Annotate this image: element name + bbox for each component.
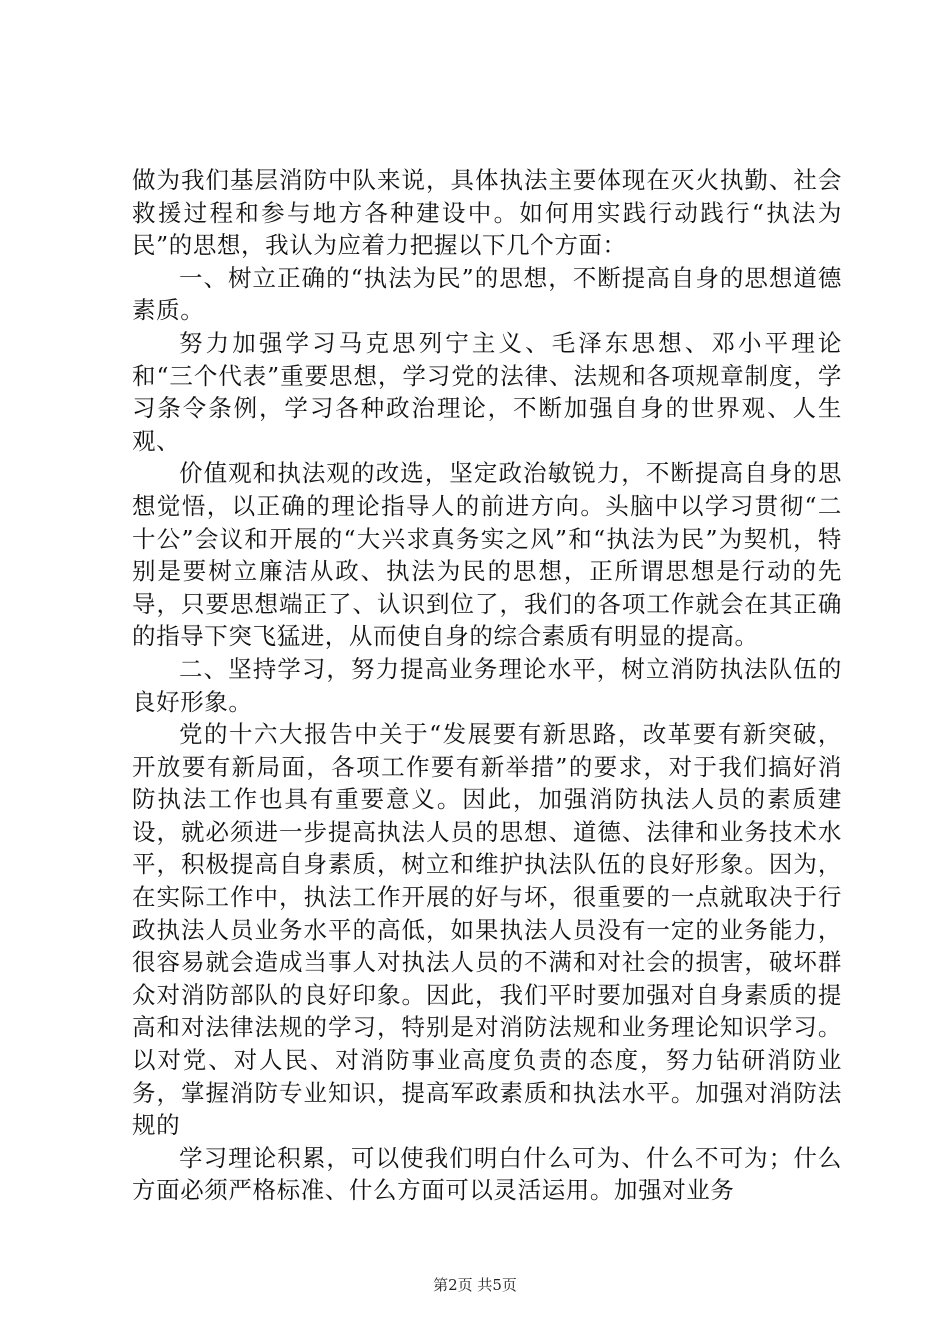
paragraph: 学习理论积累，可以使我们明白什么可为、什么不可为；什么方面必须严格标准、什么方面可以灵活运用。加强对业务 (132, 1143, 842, 1205)
document-body (132, 164, 842, 1207)
paragraph: 努力加强学习马克思列宁主义、毛泽东思想、邓小平理论和“三个代表”重要思想，学习党的法律、法规和各项规章制度，学习条令条例，学习各种政治理论，不断加强自身的世界观、人生观、 (132, 328, 842, 455)
paragraph: 一、树立正确的“执法为民”的思想，不断提高自身的思想道德素质。 (132, 263, 842, 325)
page-footer: 第2页 共5页 (433, 1276, 517, 1294)
paragraph: 党的十六大报告中关于“发展要有新思路，改革要有新突破，开放要有新局面，各项工作要有新举措”的要求，对于我们搞好消防执法工作也具有重要意义。因此，加强消防执法人员的素质建设，就必须进一步提高执法人员的思想、道德、法律和业务技术水平，积极提高自身素质，树立和维护执法队伍的良好形象。因为，在实际工作中，执法工作开展的好与坏，很重要的一点就取决于行政执法人员业务水平的高低，如果执法人员没有一定的业务能力，很容易就会造成当事人对执法人员的不满和对社会的损害，破坏群众对消防部队的良好印象。因此，我们平时要加强对自身素质的提高和对法律法规的学习，特别是对消防法规和业务理论知识学习。以对党、对人民、对消防事业高度负责的态度，努力钻研消防业务，掌握消防专业知识，提高军政素质和执法水平。加强对消防法规的 (132, 720, 842, 1140)
paragraph: 二、坚持学习，努力提高业务理论水平，树立消防执法队伍的良好形象。 (132, 654, 842, 716)
paragraph: 价值观和执法观的改选，坚定政治敏锐力，不断提高自身的思想觉悟，以正确的理论指导人的前进方向。头脑中以学习贯彻“二十公”会议和开展的“大兴求真务实之风”和“执法为民”为契机，特别是要树立廉洁从政、执法为民的思想，正所谓思想是行动的先导，只要思想端正了、认识到位了，我们的各项工作就会在其正确的指导下突飞猛进，从而使自身的综合素质有明显的提高。 (132, 459, 842, 651)
paragraph: 做为我们基层消防中队来说，具体执法主要体现在灭火执勤、社会救援过程和参与地方各种建设中。如何用实践行动践行“执法为民”的思想，我认为应着力把握以下几个方面： (132, 166, 842, 260)
